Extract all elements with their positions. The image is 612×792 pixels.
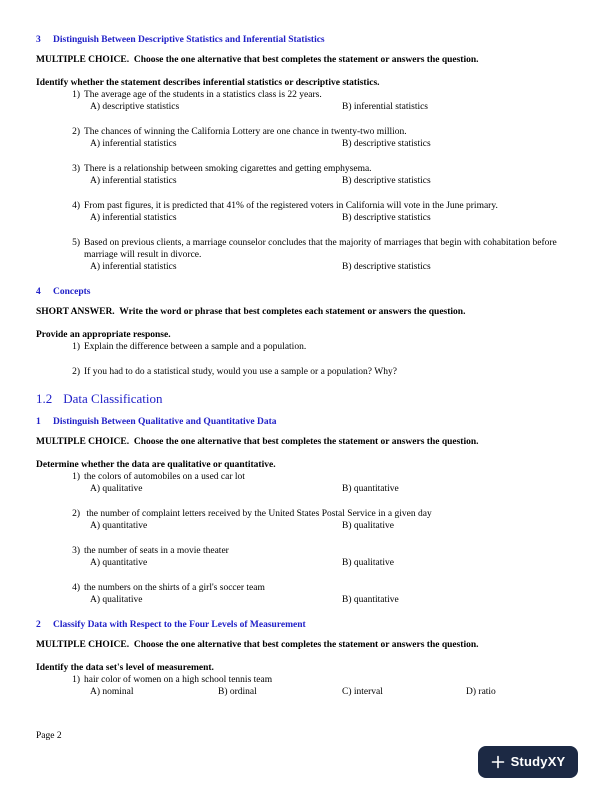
choice-option: A) nominal bbox=[90, 687, 134, 697]
question bbox=[66, 582, 576, 606]
question-number: 2) bbox=[72, 509, 80, 519]
question-number: 1) bbox=[72, 472, 80, 482]
brand-name bbox=[511, 756, 566, 768]
question-text: The average age of the students in a statistics class is 22 years. bbox=[84, 90, 322, 100]
instruction-line: MULTIPLE CHOICE. Choose the one alternative that best completes the statement or answers the question. bbox=[36, 640, 479, 650]
choice-option: B) quantitative bbox=[342, 595, 399, 605]
question-number: 1) bbox=[72, 342, 80, 352]
question bbox=[66, 674, 576, 698]
choice-option: B) qualitative bbox=[342, 521, 394, 531]
brand-name-primary: Study bbox=[510, 754, 548, 769]
question-number: 2) bbox=[72, 367, 80, 377]
instruction-line: MULTIPLE CHOICE. Choose the one alternative that best completes the statement or answers the question. bbox=[36, 55, 479, 65]
page-number: Page 2 bbox=[36, 731, 62, 741]
question-text: the number of seats in a movie theater bbox=[84, 546, 229, 556]
objective-heading bbox=[36, 619, 576, 631]
choice-option: B) inferential statistics bbox=[342, 102, 429, 112]
directions-line: Determine whether the data are qualitative or quantitative. bbox=[36, 460, 276, 470]
choice-option: A) inferential statistics bbox=[90, 176, 177, 186]
question bbox=[66, 200, 576, 224]
objective-number: 1 bbox=[36, 417, 41, 427]
choices-row bbox=[66, 483, 576, 495]
choice-option: B) ordinal bbox=[218, 687, 257, 697]
question-text: The chances of winning the California Lottery are one chance in twenty-two million. bbox=[84, 127, 407, 137]
brand-name-secondary: XY bbox=[547, 754, 566, 769]
choice-option: B) descriptive statistics bbox=[342, 213, 431, 223]
objective-heading bbox=[36, 34, 576, 46]
choices-row bbox=[66, 175, 576, 187]
question-text: Based on previous clients, a marriage counselor concludes that the majority of marriages that begin with cohabitation before marriage will result in divorce. bbox=[84, 238, 560, 260]
choice-option: A) inferential statistics bbox=[90, 139, 177, 149]
chapter-title: Data Classification bbox=[63, 391, 163, 406]
objective-title: Concepts bbox=[53, 287, 91, 297]
question bbox=[66, 508, 576, 532]
choice-option: A) inferential statistics bbox=[90, 213, 177, 223]
section-concepts bbox=[36, 286, 576, 378]
question-number: 1) bbox=[72, 675, 80, 685]
choice-option: B) descriptive statistics bbox=[342, 139, 431, 149]
choices-row bbox=[66, 520, 576, 532]
choice-option: B) quantitative bbox=[342, 484, 399, 494]
question-number: 4) bbox=[72, 583, 80, 593]
instruction-line: MULTIPLE CHOICE. Choose the one alternative that best completes the statement or answers the question. bbox=[36, 437, 479, 447]
chapter-heading bbox=[36, 391, 576, 406]
question bbox=[66, 545, 576, 569]
instruction-line: SHORT ANSWER. Write the word or phrase that best completes each statement or answers the question. bbox=[36, 307, 466, 317]
objective-number: 2 bbox=[36, 620, 41, 630]
question bbox=[66, 163, 576, 187]
objective-title: Distinguish Between Descriptive Statistics and Inferential Statistics bbox=[53, 35, 325, 45]
question-text: the numbers on the shirts of a girl's soccer team bbox=[84, 583, 265, 593]
choice-option: B) descriptive statistics bbox=[342, 262, 431, 272]
choices-row bbox=[66, 686, 576, 698]
choice-option: A) descriptive statistics bbox=[90, 102, 180, 112]
objective-heading bbox=[36, 416, 576, 428]
choice-option: A) qualitative bbox=[90, 484, 143, 494]
choice-option: A) qualitative bbox=[90, 595, 143, 605]
question-number: 4) bbox=[72, 201, 80, 211]
section-objective-2 bbox=[36, 619, 576, 698]
section-objective-3 bbox=[36, 34, 576, 273]
section-objective-1 bbox=[36, 416, 576, 606]
objective-title: Classify Data with Respect to the Four Levels of Measurement bbox=[53, 620, 306, 630]
question-number: 2) bbox=[72, 127, 80, 137]
question bbox=[66, 126, 576, 150]
choices-row bbox=[66, 594, 576, 606]
question-text: the colors of automobiles on a used car lot bbox=[84, 472, 245, 482]
directions-line: Provide an appropriate response. bbox=[36, 330, 171, 340]
question-text: There is a relationship between smoking cigarettes and getting emphysema. bbox=[84, 164, 372, 174]
question-text: hair color of women on a high school tennis team bbox=[84, 675, 273, 685]
objective-title: Distinguish Between Qualitative and Quantitative Data bbox=[53, 417, 277, 427]
objective-heading bbox=[36, 286, 576, 298]
question bbox=[66, 366, 576, 378]
objective-number: 3 bbox=[36, 35, 41, 45]
choice-option: B) descriptive statistics bbox=[342, 176, 431, 186]
choices-row bbox=[66, 557, 576, 569]
studyxy-badge bbox=[478, 746, 578, 778]
objective-number: 4 bbox=[36, 287, 41, 297]
question-text: If you had to do a statistical study, would you use a sample or a population? Why? bbox=[84, 367, 397, 377]
choices-row bbox=[66, 138, 576, 150]
question-number: 5) bbox=[72, 238, 80, 248]
choices-row bbox=[66, 212, 576, 224]
question bbox=[66, 89, 576, 113]
directions-line: Identify whether the statement describes inferential statistics or descriptive statistics. bbox=[36, 78, 380, 88]
chapter-number: 1.2 bbox=[36, 391, 53, 406]
choice-option: B) qualitative bbox=[342, 558, 394, 568]
question-number: 1) bbox=[72, 90, 80, 100]
question-text: Explain the difference between a sample and a population. bbox=[84, 342, 307, 352]
question-text: From past figures, it is predicted that 41% of the registered voters in California will vote in the June primary. bbox=[84, 201, 498, 211]
question bbox=[66, 341, 576, 353]
question-number: 3) bbox=[72, 164, 80, 174]
question bbox=[66, 471, 576, 495]
choice-option: D) ratio bbox=[466, 687, 496, 697]
plus-icon bbox=[491, 755, 505, 769]
choice-option: A) quantitative bbox=[90, 521, 148, 531]
choice-option: C) interval bbox=[342, 687, 383, 697]
choice-option: A) inferential statistics bbox=[90, 262, 177, 272]
choices-row bbox=[66, 101, 576, 113]
question bbox=[66, 237, 576, 273]
directions-line: Identify the data set's level of measurement. bbox=[36, 663, 214, 673]
question-number: 3) bbox=[72, 546, 80, 556]
question-text: the number of complaint letters received by the United States Postal Service in a given day bbox=[84, 509, 432, 519]
choices-row bbox=[66, 261, 576, 273]
choice-option: A) quantitative bbox=[90, 558, 148, 568]
